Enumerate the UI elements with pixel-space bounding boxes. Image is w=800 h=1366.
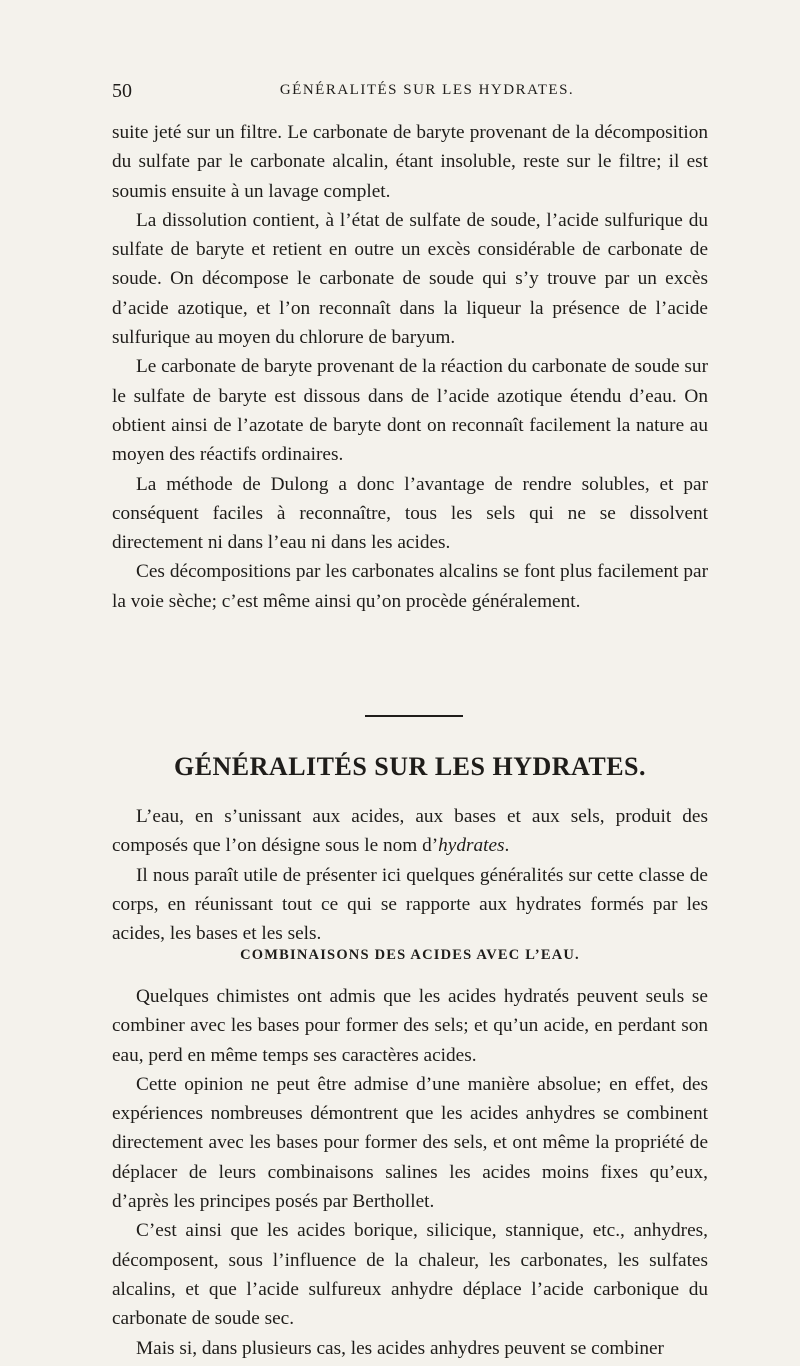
section-continuation: [112, 118, 708, 616]
paragraph: La méthode de Dulong a donc l’avantage de rendre solubles, et par conséquent faciles à reconnaître, tous les sels qui ne se dissolvent directement ni dans l’eau ni dans les acides.: [112, 473, 708, 554]
paragraph: C’est ainsi que les acides borique, silicique, stannique, etc., anhydres, décomposent, sous l’influence de la chaleur, les carbonates, les sulfates alcalins, et que l’acide sulfureux anhydre déplace l’acide carbonique du carbonate de soude sec.: [112, 1220, 708, 1330]
paragraph-text-end: .: [504, 835, 510, 857]
paragraph: La dissolution contient, à l’état de sulfate de soude, l’acide sulfurique du sulfate de baryte et retient en outre un excès considérable de carbonate de soude. On décompose le carbonate de soude qui s’y trouve par un excès d’acide azotique, et l’on reconnaît dans la liqueur la présence de l’acide sulfurique au moyen du chlorure de baryum.: [112, 209, 708, 349]
italic-term: hydrates: [438, 835, 505, 857]
acids-water-section: [112, 982, 708, 1363]
paragraph: Le carbonate de baryte provenant de la réaction du carbonate de soude sur le sulfate de baryte est dissous dans de l’acide azotique étendu d’eau. On obtient ainsi de l’azotate de baryte dont on reconnaît facilement la nature au moyen des réactifs ordinaires.: [112, 356, 708, 466]
paragraph: Mais si, dans plusieurs cas, les acides anhydres peuvent se combiner: [136, 1337, 664, 1359]
paragraph: Il nous paraît utile de présenter ici quelques généralités sur cette classe de corps, en réunissant tout ce qui se rapporte aux hydrates formés par les acides, les bases et les sels.: [112, 864, 708, 945]
page-number: 50: [112, 80, 132, 102]
section-divider: [365, 715, 463, 717]
paragraph: Ces décompositions par les carbonates alcalins se font plus facilement par la voie sèche; c’est même ainsi qu’on procède généralement.: [112, 561, 708, 612]
paragraph: [112, 802, 708, 861]
running-title: GÉNÉRALITÉS SUR LES HYDRATES.: [279, 82, 575, 98]
running-header: [112, 80, 702, 110]
paragraph: suite jeté sur un filtre. Le carbonate de baryte provenant de la décomposition du sulfate par le carbonate alcalin, étant insoluble, reste sur le filtre; il est soumis ensuite à un lavage complet.: [112, 122, 708, 202]
paragraph: Quelques chimistes ont admis que les acides hydratés peuvent seuls se combiner avec les bases pour former des sels; et qu’un acide, en perdant son eau, perd en même temps ses caractères acides.: [112, 986, 708, 1066]
paragraph: Cette opinion ne peut être admise d’une manière absolue; en effet, des expériences nombreuses démontrent que les acides anhydres se combinent directement avec les bases pour former des sels, et ont même la propriété de déplacer de leurs combinaisons salines les acides moins fixes qu’eux, d’après les principes posés par Berthollet.: [112, 1073, 708, 1213]
paragraph-text: L’eau, en s’unissant aux acides, aux bases et aux sels, produit des composés que l’on désigne sous le nom d’: [112, 806, 708, 857]
sub-heading: COMBINAISONS DES ACIDES AVEC L’EAU.: [240, 947, 580, 963]
hydrates-intro: [112, 802, 708, 948]
chapter-heading: GÉNÉRALITÉS SUR LES HYDRATES.: [173, 752, 647, 781]
